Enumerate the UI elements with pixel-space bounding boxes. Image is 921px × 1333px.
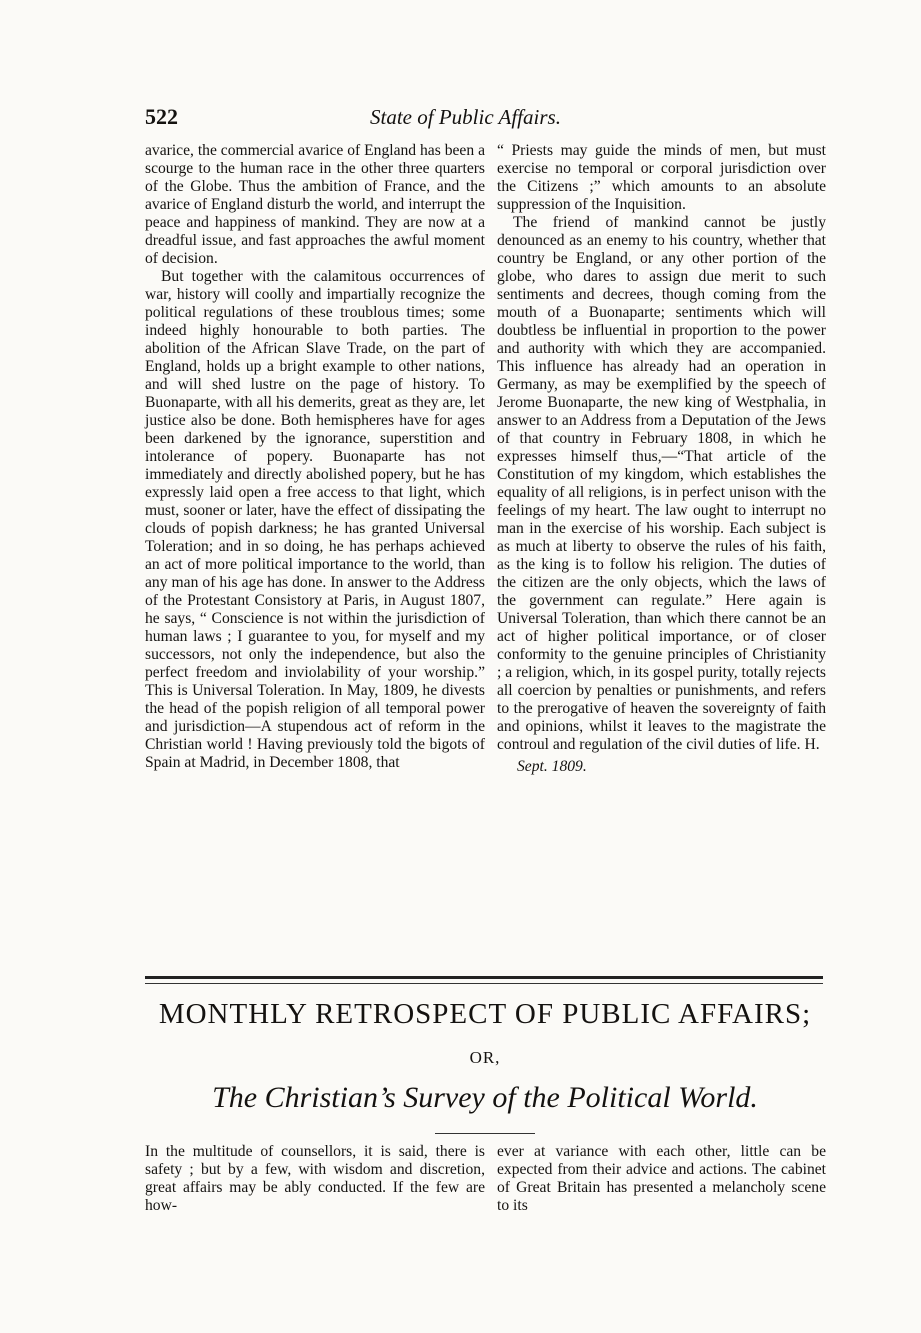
left-paragraph-2: But together with the calamitous occurrences of war, history will coolly and impartially recognize the political regulations of these troublous times; some indeed highly honourable to both parties. The abolition of the African Slave Trade, on the part of England, holds up a bright example to other nations, and will shed lustre on the page of history. To Buonaparte, with all his demerits, great as they are, let justice also be done. Both hemispheres have for ages been darkened by the ignorance, superstition and intolerance of popery. Buonaparte has not immediately and directly abolished popery, but he has expressly laid open a free access to that light, which must, sooner or later, have the effect of dissipating the clouds of popish darkness; he has granted Universal Toleration; and in so doing, he has perhaps achieved an act of more political importance to the world, than any man of his age has done. In answer to the Address of the Protestant Consistory at Paris, in August 1807, he says, “ Conscience is not within the jurisdiction of human laws ; I guarantee to you, for myself and my successors, not only the independence, but also the perfect freedom and inviolability of your worship.” This is Universal Toleration. In May, 1809, he divests the head of the popish religion of all temporal power and jurisdiction—A stupendous act of reform in the Christian world ! Having previously told the bigots of Spain at Madrid, in December 1808, that — [145, 268, 485, 771]
article-left-column — [145, 142, 485, 772]
section-left-paragraph: In the multitude of counsellors, it is said, there is safety ; but by a few, with wisdom and discretion, great affairs may be ably conducted. If the few are how- — [145, 1143, 485, 1214]
section-title: MONTHLY RETROSPECT OF PUBLIC AFFAIRS; — [158, 998, 812, 1030]
section-rule-thin — [145, 983, 823, 984]
article-right-column — [497, 142, 826, 776]
section-rule-thick — [145, 976, 823, 979]
page-number: 522 — [145, 104, 178, 129]
dateline: Sept. 1809. — [517, 758, 587, 775]
left-paragraph-1: avarice, the commercial avarice of England has been a scourge to the human race in the other three quarters of the Globe. Thus the ambition of France, and the avarice of England disturb the world, and interrupt the peace and happiness of mankind. They are now at a dreadful issue, and fast approaches the awful moment of decision. — [145, 142, 485, 267]
section-subtitle: The Christian’s Survey of the Political World. — [212, 1081, 758, 1114]
section-right-column — [497, 1143, 826, 1215]
section-or: OR, — [469, 1048, 501, 1067]
running-title: State of Public Affairs. — [370, 105, 561, 129]
short-divider — [435, 1133, 535, 1134]
section-left-column — [145, 1143, 485, 1215]
section-right-paragraph: ever at variance with each other, little can be expected from their advice and actions. The cabinet of Great Britain has presented a melancholy scene to its — [497, 1143, 826, 1214]
running-header — [145, 104, 835, 134]
right-paragraph-1: “ Priests may guide the minds of men, but must exercise no temporal or corporal jurisdiction over the Citizens ;” which amounts to an absolute suppression of the Inquisition. — [497, 142, 826, 213]
right-paragraph-2: The friend of mankind cannot be justly denounced as an enemy to his country, whether that country be England, or any other portion of the globe, who dares to assign due merit to such sentiments and decrees, though coming from the mouth of a Buonaparte; sentiments which will doubtless be influential in proportion to the power and authority with which they are accompanied. This influence has already had an operation in Germany, as may be exemplified by the speech of Jerome Buonaparte, the new king of Westphalia, in answer to an Address from a Deputation of the Jews of that country in February 1808, in which he expresses himself thus,—“That article of the Constitution of my kingdom, which establishes the equality of all religions, is in perfect unison with the feelings of my heart. The law ought to interrupt no man in the exercise of his worship. Each subject is as much at liberty to observe the rules of his faith, as the king is to follow his religion. The duties of the citizen are the only objects, which the laws of the government can regulate.” Here again is Universal Toleration, than which there cannot be an act of higher political importance, or of closer conformity to the genuine principles of Christianity ; a religion, which, in its gospel purity, totally rejects all coercion by penalties or punishments, and refers to the prerogative of heaven the sovereignty of faith and opinions, whilst it leaves to the magistrate the controul and regulation of the civil duties of life. H. — [497, 214, 826, 753]
